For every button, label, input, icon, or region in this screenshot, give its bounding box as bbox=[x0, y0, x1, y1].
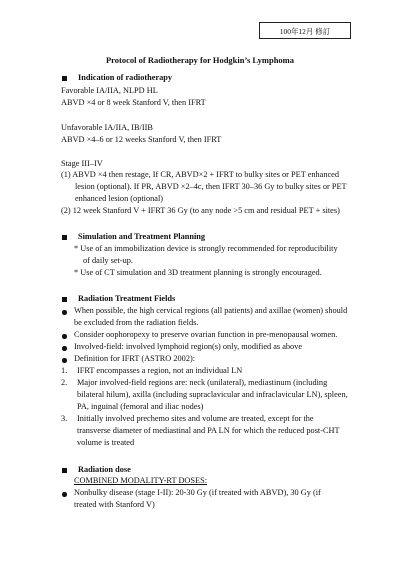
text-line: (1) ABVD ×4 then restage, If CR, ABVD×2 + IFRT to bulky sites or PET enhanced bbox=[61, 170, 340, 179]
text-line: (2) 12 week Stanford V + IFRT 36 Gy (to any node >5 cm and residual PET + sites) bbox=[61, 206, 340, 215]
section-heading-fields: Radiation Treatment Fields bbox=[78, 294, 176, 303]
text-line: ABVD ×4 or 8 week Stanford V, then IFRT bbox=[61, 98, 206, 107]
section-heading-simulation: Simulation and Treatment Planning bbox=[78, 232, 206, 241]
text-line: treated with Stanford V) bbox=[74, 500, 155, 509]
text-line: * Use of CT simulation and 3D treatment planning is strongly encouraged. bbox=[74, 268, 322, 277]
text-line: Consider oophoropexy to preserve ovarian function in pre-menopausal women. bbox=[74, 330, 338, 339]
section-bullet-icon bbox=[62, 76, 67, 81]
section-bullet-icon bbox=[62, 297, 67, 302]
text-line: PA, inguinal (femoral and iliac nodes) bbox=[77, 402, 204, 411]
bullet-dot-icon bbox=[62, 346, 67, 351]
text-line: Nonbulky disease (stage I-II): 20-30 Gy (if treated with ABVD), 30 Gy (if bbox=[74, 488, 321, 497]
text-line: lesion (optional). If PR, ABVD ×2–4c, then IFRT 30–36 Gy to bulky sites or PET bbox=[75, 182, 347, 191]
text-line: ABVD ×4–6 or 12 weeks Stanford V, then IFRT bbox=[61, 135, 222, 144]
section-bullet-icon bbox=[62, 468, 67, 473]
text-line: Major involved-field regions are: neck (unilateral), mediastinum (including bbox=[77, 378, 328, 387]
text-line: Stage III–IV bbox=[61, 159, 103, 168]
section-heading-indication: Indication of radiotherapy bbox=[78, 73, 173, 82]
document-title: Protocol of Radiotherapy for Hodgkin’s Lymphoma bbox=[105, 55, 295, 65]
list-number: 3. bbox=[61, 414, 68, 423]
text-line: enhanced lesion (optional) bbox=[75, 194, 164, 203]
text-line: of daily set-up. bbox=[83, 256, 134, 265]
bullet-dot-icon bbox=[62, 492, 67, 497]
section-bullet-icon bbox=[62, 235, 67, 240]
text-line: * Use of an immobilization device is strongly recommended for reproducibility bbox=[74, 244, 338, 253]
text-line: bilateral hilum), axilla (including supraclavicular and infraclavicular LN), spleen, bbox=[77, 390, 348, 399]
text-line: Initially involved prechemo sites and volume are treated, except for the bbox=[77, 414, 314, 423]
list-number: 1. bbox=[61, 366, 68, 375]
section-heading-dose: Radiation dose bbox=[78, 465, 131, 474]
bullet-dot-icon bbox=[62, 310, 67, 315]
revision-stamp: 100年12月 修訂 bbox=[259, 22, 351, 39]
text-line: When possible, the high cervical regions (all patients) and axillae (women) should bbox=[74, 306, 348, 315]
text-line: Unfavorable IA/IIA, IB/IIB bbox=[61, 123, 153, 132]
text-line: Favorable IA/IIA, NLPD HL bbox=[61, 86, 158, 95]
text-line: volume is treated bbox=[77, 438, 135, 447]
text-line: Definition for IFRT (ASTRO 2002): bbox=[74, 354, 196, 363]
bullet-dot-icon bbox=[62, 334, 67, 339]
text-line: be excluded from the radiation fields. bbox=[74, 318, 199, 327]
text-line: IFRT encompasses a region, not an individual LN bbox=[77, 366, 243, 375]
subheading: COMBINED MODALITY-RT DOSES: bbox=[74, 476, 208, 485]
text-line: transverse diameter of mediastinal and PA LN for which the reduced post-CHT bbox=[77, 426, 340, 435]
bullet-dot-icon bbox=[62, 358, 67, 363]
text-line: Involved-field: involved lymphoid region(s) only, modified as above bbox=[74, 342, 303, 351]
list-number: 2. bbox=[61, 378, 68, 387]
